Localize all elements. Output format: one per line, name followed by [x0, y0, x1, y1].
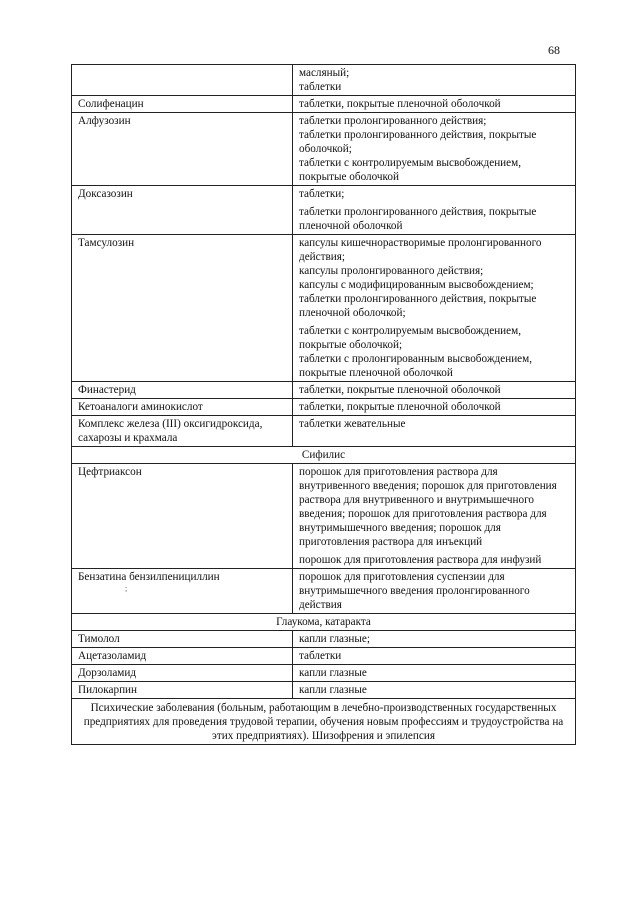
dosage-form: капсулы кишечнорастворимые пролонгированного действия; [299, 237, 542, 263]
drug-name-cell [72, 113, 293, 186]
dosage-form-cell [293, 682, 576, 699]
dosage-form: капсулы с модифицированным высвобождением; [299, 279, 534, 291]
dosage-form: капли глазные; [299, 633, 371, 645]
drug-name: Финастерид [78, 384, 136, 396]
drug-name-cell [72, 682, 293, 699]
dosage-form: таблетки жевательные [299, 418, 406, 430]
table-row [72, 186, 576, 235]
dosage-form-cell [293, 416, 576, 447]
dosage-form-cell [293, 464, 576, 569]
dosage-form: таблетки, покрытые пленочной оболочкой [299, 384, 501, 396]
table-row [72, 113, 576, 186]
table-row [72, 65, 576, 96]
dosage-form: масляный; [299, 67, 350, 79]
dosage-form-cell [293, 382, 576, 399]
dosage-form-cell [293, 399, 576, 416]
table-row [72, 682, 576, 699]
section-row [72, 447, 576, 464]
dosage-form-cell [293, 235, 576, 382]
drug-name: Солифенацин [78, 98, 144, 110]
drug-name-cell [72, 235, 293, 382]
drug-name-cell [72, 416, 293, 447]
drug-name-cell [72, 399, 293, 416]
drug-name-cell [72, 96, 293, 113]
drug-name: Алфузозин [78, 115, 131, 127]
dosage-form: таблетки [299, 650, 342, 662]
section-row [72, 699, 576, 745]
dosage-form: таблетки с контролируемым высвобождением, покрытые оболочкой; [299, 325, 522, 351]
drug-name: Комплекс железа (III) оксигидроксида, сахарозы и крахмала [78, 418, 263, 444]
drug-name: Пилокарпин [78, 684, 138, 696]
dosage-form: капли глазные [299, 684, 367, 696]
section-heading: Психические заболевания (больным, работающим в лечебно-производственных государственных предприятиях для проведения трудовой терапии, обучения новым профессиям и трудоустройства на этих предприятиях). Шизофрения и эпилепсия [72, 699, 576, 745]
dosage-form-cell [293, 113, 576, 186]
dosage-form-cell [293, 96, 576, 113]
drug-table [71, 64, 576, 745]
drug-name-cell [72, 631, 293, 648]
dosage-form: таблетки с контролируемым высвобождением, покрытые оболочкой [299, 157, 522, 183]
drug-name-cell [72, 65, 293, 96]
drug-name: Тамсулозин [78, 237, 135, 249]
drug-name: Кетоаналоги аминокислот [78, 401, 203, 413]
page-number: 68 [548, 43, 560, 57]
section-row [72, 614, 576, 631]
table-row [72, 235, 576, 382]
dosage-form-cell [293, 65, 576, 96]
table-row [72, 96, 576, 113]
dosage-form: таблетки пролонгированного действия, покрытые пленочной оболочкой; [299, 293, 537, 319]
drug-name-cell [72, 569, 293, 614]
table-row [72, 648, 576, 665]
drug-name: Бензатина бензилпенициллин [78, 571, 220, 583]
dosage-form: порошок для приготовления суспензии для внутримышечного введения пролонгированного действия [299, 571, 530, 611]
drug-name: Тимолол [78, 633, 120, 645]
table-row [72, 631, 576, 648]
drug-name: Ацетазоламид [78, 650, 147, 662]
section-heading: Глаукома, катаракта [72, 614, 576, 631]
dosage-form: капли глазные [299, 667, 367, 679]
drug-name: Доксазозин [78, 188, 133, 200]
stray-mark: ; [125, 584, 128, 593]
section-heading: Сифилис [72, 447, 576, 464]
dosage-form: таблетки; [299, 188, 345, 200]
dosage-form: таблетки, покрытые пленочной оболочкой [299, 401, 501, 413]
dosage-form: таблетки пролонгированного действия; [299, 115, 487, 127]
dosage-form: таблетки, покрытые пленочной оболочкой [299, 98, 501, 110]
dosage-form-cell [293, 648, 576, 665]
dosage-form: капсулы пролонгированного действия; [299, 265, 484, 277]
table-row [72, 569, 576, 614]
drug-name-cell [72, 382, 293, 399]
drug-name-cell [72, 464, 293, 569]
drug-name: Цефтриаксон [78, 466, 142, 478]
drug-name-cell [72, 665, 293, 682]
dosage-form: порошок для приготовления раствора для внутривенного введения; порошок для приготовления раствора для внутривенного и внутримышечного введения; порошок для приготовления раствора для внутримышечного введения; порошок для приготовления раствора для инъекций [299, 466, 557, 548]
table-row [72, 382, 576, 399]
dosage-form: таблетки с пролонгированным высвобождением, покрытые пленочной оболочкой [299, 353, 533, 379]
table-row [72, 399, 576, 416]
dosage-form-cell [293, 631, 576, 648]
dosage-form-cell [293, 569, 576, 614]
dosage-form: таблетки [299, 81, 342, 93]
dosage-form: таблетки пролонгированного действия, покрытые оболочкой; [299, 129, 537, 155]
dosage-form-cell [293, 665, 576, 682]
dosage-form: таблетки пролонгированного действия, покрытые пленочной оболочкой [299, 206, 537, 232]
dosage-form-cell [293, 186, 576, 235]
dosage-form: порошок для приготовления раствора для инфузий [299, 554, 542, 566]
table-row [72, 464, 576, 569]
drug-name-cell [72, 648, 293, 665]
table-row [72, 416, 576, 447]
drug-table-body [72, 65, 576, 745]
drug-name-cell [72, 186, 293, 235]
drug-name: Дорзоламид [78, 667, 137, 679]
table-row [72, 665, 576, 682]
